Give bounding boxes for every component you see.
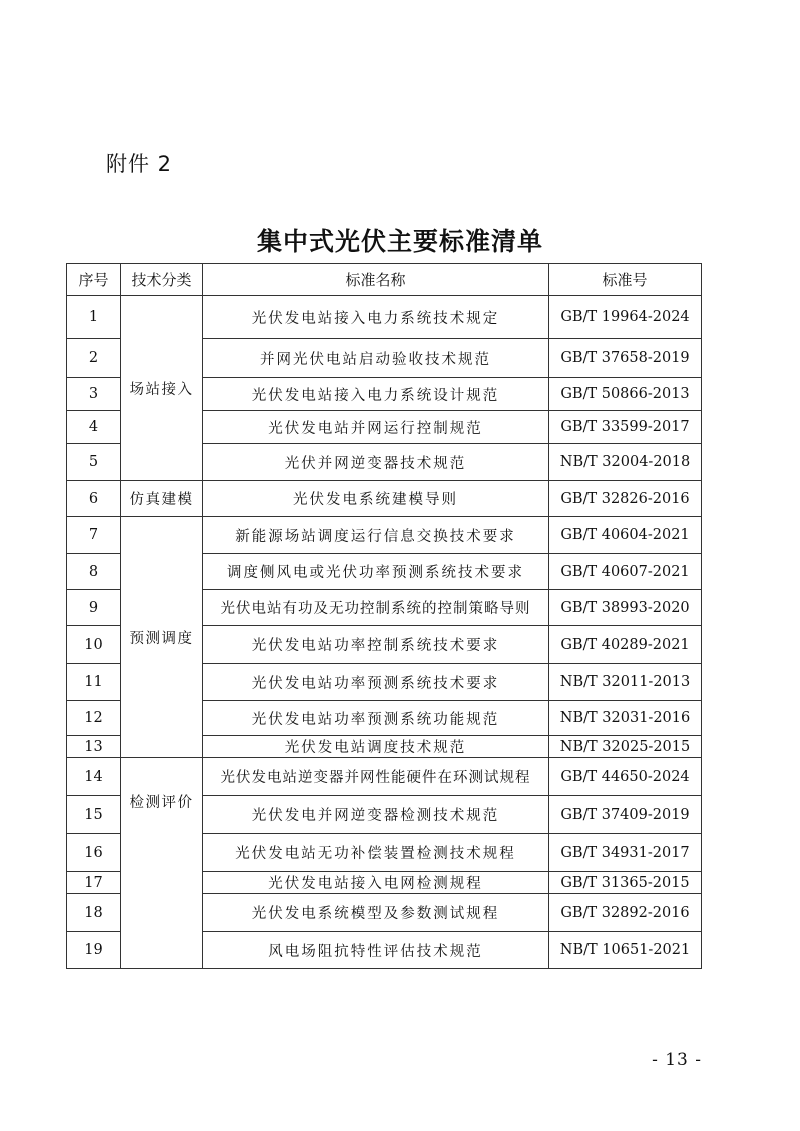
standard-code: NB/T 10651-2021 <box>549 932 702 969</box>
row-number: 19 <box>67 932 121 969</box>
page-title: 集中式光伏主要标准清单 <box>256 227 543 256</box>
standard-name: 风电场阻抗特性评估技术规范 <box>203 932 549 969</box>
standard-name: 光伏发电站并网运行控制规范 <box>203 411 549 444</box>
standard-code: GB/T 44650-2024 <box>549 758 702 796</box>
row-number: 11 <box>67 664 121 701</box>
row-number: 5 <box>67 444 121 481</box>
category-cell: 检测评价 <box>121 758 203 969</box>
standard-name: 光伏发电站逆变器并网性能硬件在环测试规程 <box>203 758 549 796</box>
row-number: 15 <box>67 796 121 834</box>
standard-name: 光伏发电站功率控制系统技术要求 <box>203 626 549 664</box>
standard-code: GB/T 40289-2021 <box>549 626 702 664</box>
standard-name: 新能源场站调度运行信息交换技术要求 <box>203 517 549 554</box>
row-number: 18 <box>67 894 121 932</box>
standard-name: 光伏发电站接入电力系统设计规范 <box>203 378 549 411</box>
standard-name: 光伏电站有功及无功控制系统的控制策略导则 <box>203 590 549 626</box>
row-number: 4 <box>67 411 121 444</box>
attachment-label: 附件 2 <box>106 152 173 176</box>
standards-table <box>66 263 702 969</box>
table-row <box>67 517 702 554</box>
standard-code: GB/T 40607-2021 <box>549 554 702 590</box>
standard-name: 光伏发电站调度技术规范 <box>203 736 549 758</box>
row-number: 12 <box>67 701 121 736</box>
standard-name: 光伏发电站无功补偿装置检测技术规程 <box>203 834 549 872</box>
row-number: 3 <box>67 378 121 411</box>
standard-name: 光伏发电并网逆变器检测技术规范 <box>203 796 549 834</box>
standard-code: NB/T 32004-2018 <box>549 444 702 481</box>
header-code: 标准号 <box>549 264 702 296</box>
standard-code: GB/T 50866-2013 <box>549 378 702 411</box>
table-row <box>67 758 702 796</box>
standard-name: 光伏发电系统建模导则 <box>203 481 549 517</box>
standard-name: 调度侧风电或光伏功率预测系统技术要求 <box>203 554 549 590</box>
table-row <box>67 481 702 517</box>
standard-name: 光伏并网逆变器技术规范 <box>203 444 549 481</box>
header-no: 序号 <box>67 264 121 296</box>
row-number: 13 <box>67 736 121 758</box>
standard-code: GB/T 37409-2019 <box>549 796 702 834</box>
standard-code: GB/T 40604-2021 <box>549 517 702 554</box>
standard-code: NB/T 32025-2015 <box>549 736 702 758</box>
standard-code: GB/T 32826-2016 <box>549 481 702 517</box>
header-category: 技术分类 <box>121 264 203 296</box>
row-number: 2 <box>67 339 121 378</box>
standard-code: GB/T 33599-2017 <box>549 411 702 444</box>
row-number: 10 <box>67 626 121 664</box>
category-cell: 预测调度 <box>121 517 203 758</box>
standard-code: GB/T 32892-2016 <box>549 894 702 932</box>
standard-name: 光伏发电站接入电力系统技术规定 <box>203 296 549 339</box>
row-number: 17 <box>67 872 121 894</box>
standard-code: NB/T 32011-2013 <box>549 664 702 701</box>
table-row <box>67 296 702 339</box>
category-cell: 场站接入 <box>121 296 203 481</box>
row-number: 1 <box>67 296 121 339</box>
row-number: 9 <box>67 590 121 626</box>
row-number: 16 <box>67 834 121 872</box>
standard-name: 并网光伏电站启动验收技术规范 <box>203 339 549 378</box>
header-name: 标准名称 <box>203 264 549 296</box>
standard-name: 光伏发电站功率预测系统功能规范 <box>203 701 549 736</box>
standard-code: GB/T 31365-2015 <box>549 872 702 894</box>
standard-name: 光伏发电系统模型及参数测试规程 <box>203 894 549 932</box>
standard-name: 光伏发电站接入电网检测规程 <box>203 872 549 894</box>
category-cell: 仿真建模 <box>121 481 203 517</box>
standard-name: 光伏发电站功率预测系统技术要求 <box>203 664 549 701</box>
page-number: - 13 - <box>652 1050 702 1070</box>
row-number: 6 <box>67 481 121 517</box>
row-number: 7 <box>67 517 121 554</box>
standard-code: GB/T 37658-2019 <box>549 339 702 378</box>
standard-code: GB/T 19964-2024 <box>549 296 702 339</box>
row-number: 14 <box>67 758 121 796</box>
standard-code: NB/T 32031-2016 <box>549 701 702 736</box>
table-header-row <box>67 264 702 296</box>
row-number: 8 <box>67 554 121 590</box>
standard-code: GB/T 34931-2017 <box>549 834 702 872</box>
standard-code: GB/T 38993-2020 <box>549 590 702 626</box>
